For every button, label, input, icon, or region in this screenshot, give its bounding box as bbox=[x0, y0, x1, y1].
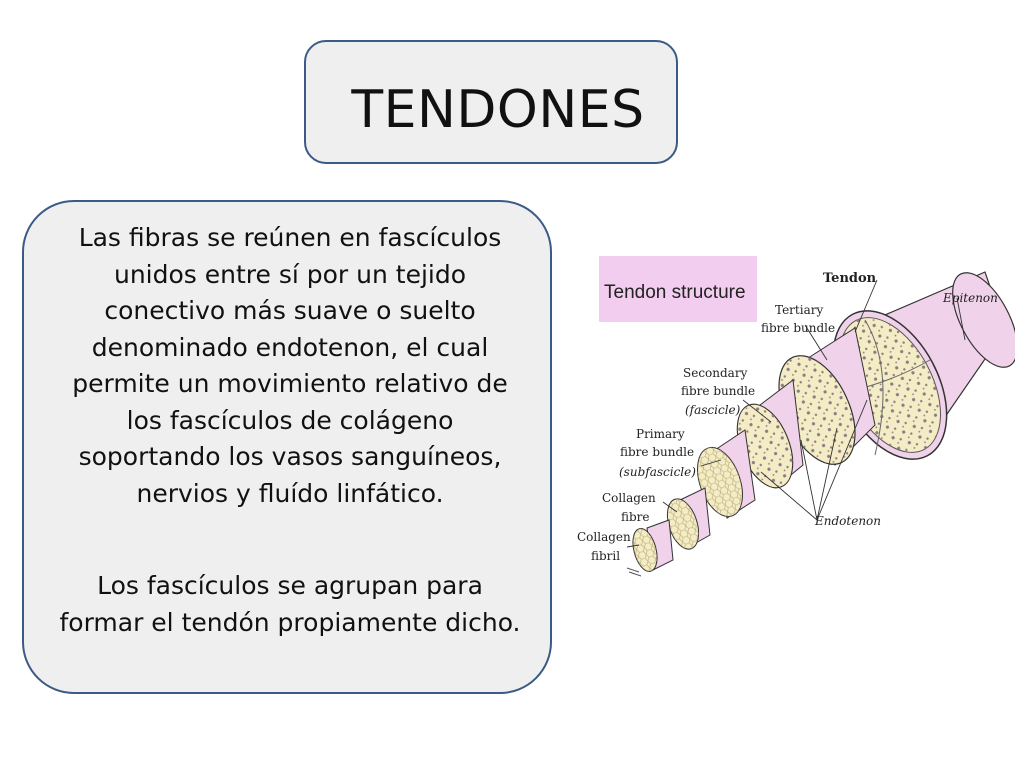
label-secondary-1: Secondary bbox=[683, 366, 748, 380]
label-collagen-fibril-1: Collagen bbox=[577, 530, 631, 544]
label-tendon: Tendon bbox=[823, 271, 877, 286]
paragraph-endotenon: Las fibras se reúnen en fascículos unidos entre sí por un tejido conectivo más suave o suelto denominado endotenon, el cual permite un movimiento relativo de los fascículos de colágeno soportando los vasos sanguíneos, nervios y fluído linfático. bbox=[72, 223, 508, 508]
label-secondary-2: fibre bundle bbox=[681, 384, 756, 398]
collagen-fibril bbox=[627, 520, 673, 576]
title-box bbox=[304, 40, 678, 164]
diagram-heading: Tendon structure bbox=[604, 282, 746, 303]
label-secondary-3: (fascicle) bbox=[685, 403, 741, 417]
label-collagen-fibre-2: fibre bbox=[621, 510, 650, 524]
label-collagen-fibril-2: fibril bbox=[591, 549, 621, 563]
text-box bbox=[22, 200, 552, 694]
paragraph-fascicles: Los fascículos se agrupan para formar el tendón propiamente dicho. bbox=[59, 571, 521, 637]
label-epitenon: Epitenon bbox=[943, 291, 998, 305]
label-tertiary-1: Tertiary bbox=[775, 303, 824, 317]
label-primary-2: fibre bundle bbox=[620, 445, 695, 459]
label-primary-3: (subfascicle) bbox=[619, 465, 696, 479]
label-primary-1: Primary bbox=[636, 427, 685, 441]
label-collagen-fibre-1: Collagen bbox=[602, 491, 656, 505]
tendon-structure-diagram bbox=[565, 250, 1015, 595]
label-endotenon: Endotenon bbox=[815, 514, 881, 528]
label-tertiary-2: fibre bundle bbox=[761, 321, 836, 335]
slide-title: TENDONES bbox=[351, 80, 645, 140]
